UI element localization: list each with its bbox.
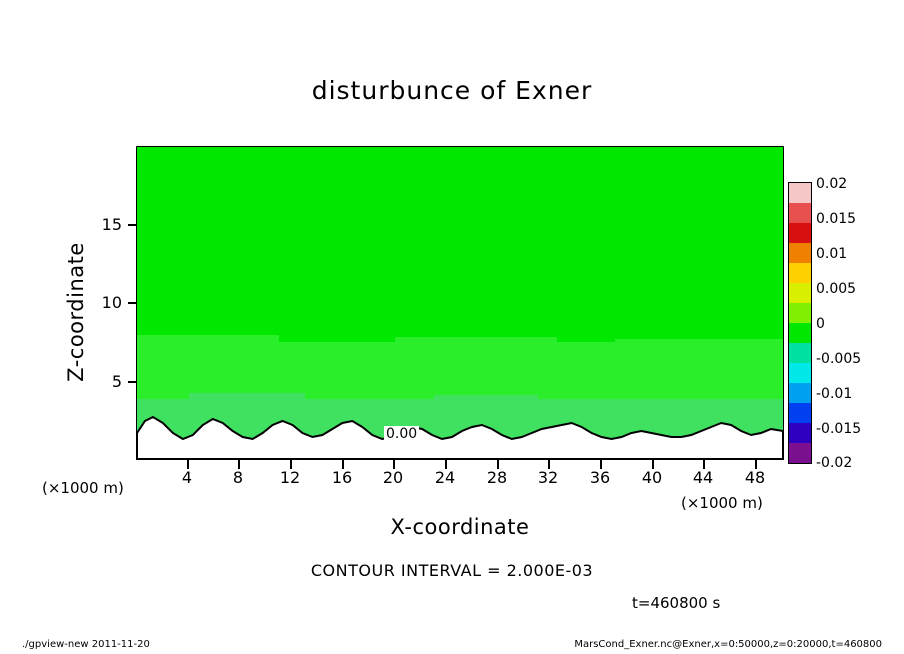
colorbar-cell xyxy=(789,363,811,383)
contour-band-mid xyxy=(395,337,557,347)
colorbar-tick-label: -0.015 xyxy=(816,421,862,437)
colorbar-tick-label: 0.015 xyxy=(816,211,857,227)
x-tick-label: 8 xyxy=(232,468,244,487)
x-tick-label: 4 xyxy=(181,468,193,487)
colorbar-tick-label: -0.01 xyxy=(816,386,853,402)
colorbar-cell xyxy=(789,263,811,283)
x-tick-label: 40 xyxy=(641,468,663,487)
footer-right-text: MarsCond_Exner.nc@Exner,x=0:50000,z=0:20000,t=460800 xyxy=(574,639,882,650)
contour-band-mid xyxy=(615,339,783,347)
contour-interval-note: CONTOUR INTERVAL = 2.000E-03 xyxy=(310,561,594,580)
colorbar-cell xyxy=(789,323,811,343)
contour-band-mid xyxy=(137,335,279,347)
colorbar-tick-label: 0.02 xyxy=(816,176,848,192)
x-tick-label: 20 xyxy=(382,468,404,487)
x-tick-label: 24 xyxy=(434,468,456,487)
plot-area xyxy=(136,146,784,460)
x-tick-label: 44 xyxy=(692,468,714,487)
terrain-silhouette xyxy=(137,399,783,459)
x-axis-unit: (×1000 m) xyxy=(681,494,763,512)
contour-line-label: 0.00 xyxy=(386,426,418,442)
colorbar-cell xyxy=(789,223,811,243)
chart-title: disturbunce of Exner xyxy=(311,76,593,105)
y-tick-mark xyxy=(128,302,137,304)
x-tick-label: 16 xyxy=(331,468,353,487)
colorbar-cell xyxy=(789,183,811,203)
time-label: t=460800 s xyxy=(632,594,721,612)
x-tick-label: 36 xyxy=(589,468,611,487)
colorbar-cell xyxy=(789,283,811,303)
colorbar-tick-label: 0.005 xyxy=(816,281,857,297)
y-tick-label: 10 xyxy=(101,293,122,312)
colorbar-tick-label: -0.005 xyxy=(816,351,862,367)
colorbar-cell xyxy=(789,203,811,223)
y-tick-mark xyxy=(128,224,137,226)
colorbar-cell xyxy=(789,423,811,443)
colorbar-cell xyxy=(789,343,811,363)
y-tick-label: 5 xyxy=(111,372,122,391)
colorbar xyxy=(788,182,812,464)
y-axis-label: Z-coordinate xyxy=(64,242,88,382)
x-tick-label: 48 xyxy=(744,468,766,487)
x-axis-label: X-coordinate xyxy=(390,515,530,539)
x-tick-label: 28 xyxy=(486,468,508,487)
colorbar-cell xyxy=(789,443,811,463)
x-tick-label: 12 xyxy=(279,468,301,487)
y-axis-unit: (×1000 m) xyxy=(42,479,124,497)
x-tick-label: 32 xyxy=(537,468,559,487)
footer-left-text: ./gpview-new 2011-11-20 xyxy=(22,639,150,650)
colorbar-cell xyxy=(789,403,811,423)
colorbar-cell xyxy=(789,243,811,263)
y-tick-mark xyxy=(128,381,137,383)
colorbar-tick-label: -0.02 xyxy=(816,455,853,471)
colorbar-tick-label: 0 xyxy=(816,316,825,332)
colorbar-tick-label: 0.01 xyxy=(816,246,848,262)
colorbar-cell xyxy=(789,383,811,403)
colorbar-cell xyxy=(789,303,811,323)
y-tick-label: 15 xyxy=(101,215,122,234)
